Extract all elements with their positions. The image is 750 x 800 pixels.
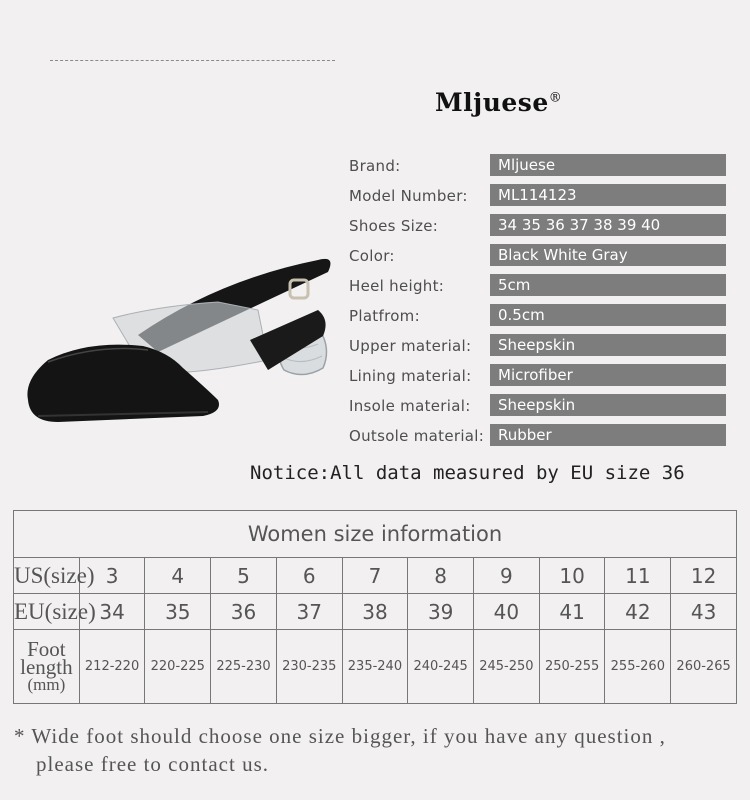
spec-label: Shoes Size: [349, 217, 439, 235]
spec-value: 5cm [490, 274, 726, 296]
spec-row-color [349, 244, 726, 274]
us-size-cell: 3 [79, 558, 145, 594]
eu-size-cell: 38 [342, 594, 408, 630]
us-size-cell: 5 [211, 558, 277, 594]
spec-label: Model Number: [349, 187, 468, 205]
spec-value: Black White Gray [490, 244, 726, 266]
spec-value: 34 35 36 37 38 39 40 [490, 214, 726, 236]
eu-size-cell: 37 [276, 594, 342, 630]
spec-label: Insole material: [349, 397, 471, 415]
eu-size-header: EU(size) [14, 594, 80, 630]
eu-size-cell: 43 [671, 594, 737, 630]
spec-value: Sheepskin [490, 394, 726, 416]
foot-length-row [14, 630, 737, 704]
foot-length-cell: 230-235 [276, 630, 342, 704]
eu-size-cell: 41 [539, 594, 605, 630]
eu-size-cell: 36 [211, 594, 277, 630]
sizing-advice-note [14, 722, 744, 778]
spec-row-lining-material [349, 364, 726, 394]
spec-label: Heel height: [349, 277, 445, 295]
foot-length-cell: 212-220 [79, 630, 145, 704]
spec-row-outsole-material [349, 424, 726, 454]
spec-row-insole-material [349, 394, 726, 424]
us-size-cell: 10 [539, 558, 605, 594]
spec-row-heel-height [349, 274, 726, 304]
size-table-caption: Women size information [14, 511, 737, 558]
us-size-cell: 4 [145, 558, 211, 594]
note-line-2: please free to contact us. [36, 752, 269, 776]
eu-size-cell: 35 [145, 594, 211, 630]
eu-size-cell: 42 [605, 594, 671, 630]
eu-size-cell: 34 [79, 594, 145, 630]
eu-size-row [14, 594, 737, 630]
foot-length-label: Foot length [20, 636, 73, 679]
foot-length-cell: 225-230 [211, 630, 277, 704]
spec-row-upper-material [349, 334, 726, 364]
note-line-1: * Wide foot should choose one size bigger, if you have any question , [14, 724, 666, 748]
us-size-header: US(size) [14, 558, 80, 594]
foot-length-cell: 220-225 [145, 630, 211, 704]
spec-value: ML114123 [490, 184, 726, 206]
eu-size-cell: 40 [474, 594, 540, 630]
size-table [13, 510, 737, 704]
us-size-cell: 12 [671, 558, 737, 594]
spec-row-brand [349, 154, 726, 184]
measurement-notice: Notice:All data measured by EU size 36 [250, 462, 685, 484]
us-size-cell: 8 [408, 558, 474, 594]
spec-row-platform [349, 304, 726, 334]
spec-label: Platfrom: [349, 307, 420, 325]
decorative-dashed-line [50, 60, 335, 61]
spec-value: Microfiber [490, 364, 726, 386]
spec-label: Lining material: [349, 367, 472, 385]
spec-value: 0.5cm [490, 304, 726, 326]
foot-length-cell: 245-250 [474, 630, 540, 704]
spec-value: Sheepskin [490, 334, 726, 356]
spec-label: Color: [349, 247, 395, 265]
spec-row-model-number [349, 184, 726, 214]
spec-row-shoes-size [349, 214, 726, 244]
foot-length-cell: 235-240 [342, 630, 408, 704]
foot-length-cell: 260-265 [671, 630, 737, 704]
registered-mark: ® [548, 90, 563, 106]
spec-value: Mljuese [490, 154, 726, 176]
us-size-row [14, 558, 737, 594]
foot-length-header [14, 630, 80, 704]
eu-size-cell: 39 [408, 594, 474, 630]
brand-name: Mljuese [435, 88, 549, 117]
foot-length-cell: 255-260 [605, 630, 671, 704]
foot-length-cell: 240-245 [408, 630, 474, 704]
foot-length-unit: (mm) [27, 674, 66, 694]
spec-label: Outsole material: [349, 427, 485, 445]
spec-label: Brand: [349, 157, 401, 175]
spec-value: Rubber [490, 424, 726, 446]
spec-list [349, 154, 726, 454]
us-size-cell: 9 [474, 558, 540, 594]
shoe-image [18, 240, 348, 425]
us-size-cell: 7 [342, 558, 408, 594]
us-size-cell: 6 [276, 558, 342, 594]
foot-length-cell: 250-255 [539, 630, 605, 704]
brand-title [435, 88, 562, 117]
spec-label: Upper material: [349, 337, 472, 355]
us-size-cell: 11 [605, 558, 671, 594]
